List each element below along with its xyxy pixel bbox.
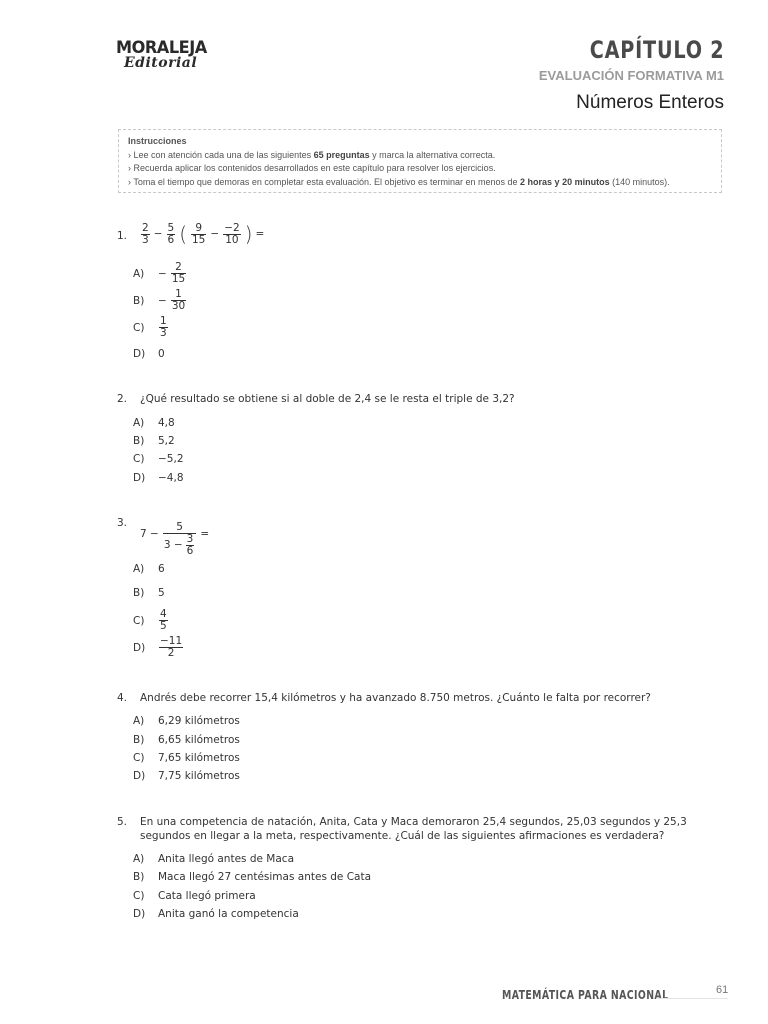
option-value[interactable]: −5,2 <box>158 453 184 465</box>
numerator: 2 <box>142 221 149 234</box>
option-value[interactable]: 5,2 <box>158 435 175 447</box>
question-number: 2. <box>117 393 128 405</box>
instruction-line-3 <box>128 176 712 190</box>
option-letter[interactable]: A) <box>133 853 145 865</box>
option-letter[interactable]: C) <box>133 453 145 465</box>
option-value[interactable]: 6,65 kilómetros <box>158 734 240 746</box>
option-value[interactable] <box>158 609 169 632</box>
instruction-line-1 <box>128 149 712 163</box>
option-letter[interactable]: D) <box>133 642 146 654</box>
denominator: 2 <box>167 647 175 659</box>
evaluation-subtitle: EVALUACIÓN FORMATIVA M1 <box>538 68 724 83</box>
denominator: 15 <box>192 233 206 246</box>
option-value[interactable] <box>158 316 169 339</box>
sign: − <box>158 267 167 280</box>
numerator: 3 <box>186 533 194 545</box>
denominator: 30 <box>171 300 186 312</box>
complex-fraction <box>163 522 197 557</box>
fraction <box>159 316 168 339</box>
option-letter[interactable]: A) <box>133 417 145 429</box>
option-value[interactable]: 4,8 <box>158 417 175 429</box>
instructions-box <box>118 129 722 193</box>
option-value[interactable]: Maca llegó 27 centésimas antes de Cata <box>158 871 372 883</box>
option-letter[interactable]: B) <box>133 871 145 883</box>
instruction-text: y marca la alternativa correcta. <box>369 149 496 160</box>
fraction <box>171 262 186 285</box>
logo-subtitle: Editorial <box>124 55 198 71</box>
fraction <box>141 223 150 246</box>
option-letter[interactable]: C) <box>133 890 145 902</box>
open-paren: ( <box>179 222 187 246</box>
denominator: 3 <box>160 327 167 339</box>
option-value[interactable]: Anita ganó la competencia <box>158 908 299 920</box>
logo-brand: MORALEJA <box>116 38 207 58</box>
numerator: 5 <box>163 522 197 534</box>
denominator: 15 <box>171 273 186 285</box>
equals-sign: = <box>255 228 265 240</box>
question-text: ¿Qué resultado se obtiene si al doble de 2,4 se le resta el triple de 3,2? <box>140 393 515 405</box>
option-letter[interactable]: D) <box>133 770 146 782</box>
operator: − <box>210 228 220 240</box>
option-letter[interactable]: B) <box>133 587 145 599</box>
fraction <box>159 636 183 659</box>
fraction <box>191 223 206 246</box>
option-letter[interactable]: B) <box>133 734 145 746</box>
denominator: 6 <box>167 233 175 246</box>
option-value[interactable]: 6 <box>158 563 165 575</box>
equals-sign: = <box>200 527 210 540</box>
numerator: 2 <box>171 262 186 274</box>
numerator: −2 <box>224 221 240 234</box>
instruction-text: (140 minutos). <box>609 176 670 187</box>
option-letter[interactable]: B) <box>133 435 145 447</box>
question-text-line-2: segundos en llegar a la meta, respectivamente. ¿Cuál de las siguientes afirmaciones es verdadera? <box>140 830 665 842</box>
chapter-title: CAPÍTULO 2 <box>589 36 724 64</box>
numerator: 4 <box>160 608 167 620</box>
option-letter[interactable]: D) <box>133 472 146 484</box>
close-paren: ) <box>244 222 253 246</box>
footer-title: MATEMÁTICA PARA NACIONAL <box>502 988 669 1002</box>
option-letter[interactable]: D) <box>133 348 146 360</box>
footer-divider <box>656 998 728 999</box>
option-value[interactable]: Anita llegó antes de Maca <box>158 853 295 865</box>
question-text: Andrés debe recorrer 15,4 kilómetros y ha avanzado 8.750 metros. ¿Cuánto le falta por recorrer? <box>140 692 651 704</box>
option-value[interactable]: Cata llegó primera <box>158 890 256 902</box>
lead-term: 7 − <box>140 527 159 540</box>
fraction <box>186 534 195 557</box>
option-value[interactable]: 7,75 kilómetros <box>158 770 240 782</box>
numerator: 1 <box>171 289 186 301</box>
option-value[interactable]: 6,29 kilómetros <box>158 715 240 727</box>
question-number: 1. <box>117 230 128 242</box>
option-value[interactable]: −4,8 <box>158 472 184 484</box>
option-value[interactable] <box>158 289 187 312</box>
question-number: 4. <box>117 692 128 704</box>
instructions-title: Instrucciones <box>128 136 187 146</box>
option-letter[interactable]: A) <box>133 715 145 727</box>
question-1-expression <box>140 222 264 246</box>
option-value[interactable] <box>158 262 187 285</box>
numerator: 5 <box>167 221 175 234</box>
numerator: −11 <box>160 635 183 647</box>
inner-lead: 3 − <box>163 539 183 551</box>
option-letter[interactable]: A) <box>133 563 145 575</box>
option-value[interactable]: 7,65 kilómetros <box>158 752 240 764</box>
option-value[interactable]: 0 <box>158 348 165 360</box>
page-number: 61 <box>716 984 729 996</box>
option-value[interactable]: 5 <box>158 587 165 599</box>
question-number: 5. <box>117 816 128 828</box>
instruction-bold: 2 horas y 20 minutos <box>520 176 610 187</box>
denominator <box>163 534 197 557</box>
fraction <box>167 223 176 246</box>
fraction <box>171 289 186 312</box>
instruction-text: › Lee con atención cada una de las siguientes <box>128 149 314 160</box>
question-text-line-1: En una competencia de natación, Anita, Cata y Maca demoraron 25,4 segundos, 25,03 segundos y 25,3 <box>140 816 687 828</box>
option-letter[interactable]: C) <box>133 752 145 764</box>
question-number: 3. <box>117 517 128 529</box>
fraction <box>223 223 240 246</box>
denominator: 5 <box>160 620 167 632</box>
numerator: 9 <box>191 223 206 235</box>
numerator: 1 <box>160 315 167 327</box>
instruction-text: › Toma el tiempo que demoras en completar esta evaluación. El objetivo es terminar en menos de <box>128 176 521 187</box>
denominator: 10 <box>225 233 239 246</box>
option-letter[interactable]: C) <box>133 322 145 334</box>
topic-title: Números Enteros <box>576 92 724 113</box>
operator: − <box>153 228 163 240</box>
fraction <box>159 609 168 632</box>
denominator: 6 <box>186 545 194 557</box>
instruction-bold: 65 preguntas <box>313 149 370 160</box>
option-letter[interactable]: B) <box>133 295 145 307</box>
denominator: 3 <box>142 233 149 246</box>
option-letter[interactable]: A) <box>133 268 145 280</box>
instruction-line-2: › Recuerda aplicar los contenidos desarrollados en este capítulo para resolver los ejercicios. <box>128 163 496 173</box>
option-letter[interactable]: C) <box>133 615 145 627</box>
option-value[interactable] <box>158 636 184 659</box>
option-letter[interactable]: D) <box>133 908 146 920</box>
sign: − <box>158 294 167 307</box>
question-3-expression <box>140 510 209 557</box>
